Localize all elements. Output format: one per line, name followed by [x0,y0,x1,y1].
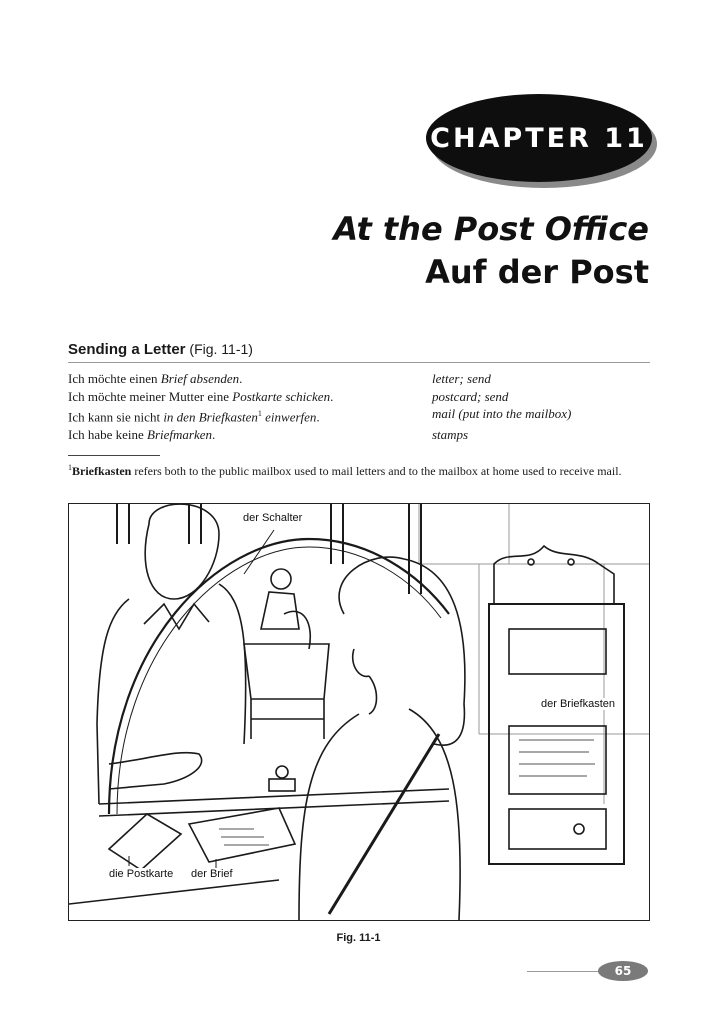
vocab-text: Ich kann sie nicht [68,409,164,425]
chapter-badge [426,94,652,182]
footnote-text: refers both to the public mailbox used to mail letters and to the mailbox at home used to receive mail. [131,464,622,478]
vocab-row [68,370,658,388]
section-heading [68,341,650,363]
vocab-term: in den Briefkasten [163,409,258,425]
vocab-term: Postkarte schicken [232,388,331,404]
footnote-divider [68,455,160,456]
vocab-text: Ich möchte einen [68,371,161,386]
vocab-text: Ich habe keine [68,426,148,442]
illustration-drawing [69,504,649,920]
vocab-term: Brief absenden [160,371,240,386]
vocab-translation: stamps [432,426,469,442]
label-postcard: die Postkarte [109,868,174,880]
page-number-rule [527,971,607,972]
vocab-german [68,370,432,388]
footnote-term: Briefkasten [72,464,132,478]
label-letter: der Brief [191,868,233,880]
footnote-marker: 1 [257,409,262,418]
vocab-german [68,405,432,426]
footnote [68,461,658,478]
chapter-label: CHAPTER 11 [430,122,648,154]
label-counter: der Schalter [243,512,303,524]
post-office-illustration [68,503,650,921]
label-mailbox: der Briefkasten [541,698,615,710]
vocab-text: . [330,388,334,404]
vocab-term: Briefmarken [147,426,213,442]
vocab-text: . [212,426,216,442]
vocab-translation: mail (put into the mailbox) [432,406,572,421]
vocabulary-list [68,370,658,443]
section-figure-ref: (Fig. 11-1) [189,341,253,357]
vocab-text: . [239,371,243,386]
vocab-text: . [316,409,320,425]
vocab-german [68,426,432,444]
vocab-term: einwerfen [261,409,317,425]
figure-caption: Fig. 11-1 [336,932,381,944]
chapter-title-english: At the Post Office [333,210,649,248]
vocab-text: Ich möchte meiner Mutter eine [68,388,233,404]
vocab-translation: postcard; send [432,388,509,404]
chapter-title-german: Auf der Post [425,253,649,291]
vocab-german [68,388,432,406]
page-number: 65 [598,961,648,981]
vocab-row [68,388,658,406]
vocab-translation: letter; send [432,371,491,386]
section-heading-text: Sending a Letter [68,341,186,358]
vocab-row [68,426,658,444]
footnote-number: 1 [68,463,72,472]
vocab-row [68,405,658,426]
